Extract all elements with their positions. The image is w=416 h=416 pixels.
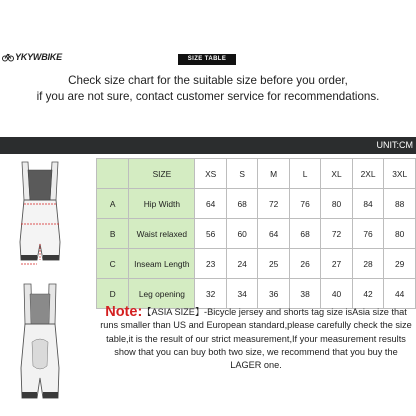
table-cell: 32 [195, 279, 227, 309]
brand-name: YKYWBIKE [15, 52, 62, 62]
size-header-cell: L [289, 159, 320, 189]
table-row [97, 249, 416, 279]
table-cell: 76 [289, 189, 320, 219]
row-letter-cell: A [97, 189, 129, 219]
table-cell: 88 [384, 189, 416, 219]
row-label-cell: Inseam Length [129, 249, 195, 279]
table-cell: 76 [352, 219, 384, 249]
table-cell: 25 [258, 249, 289, 279]
table-cell: 68 [226, 189, 257, 219]
unit-bar [0, 137, 416, 154]
size-header-cell: XS [195, 159, 227, 189]
table-cell: 44 [384, 279, 416, 309]
table-cell: 80 [384, 219, 416, 249]
table-header-row [97, 159, 416, 189]
size-header-cell: M [258, 159, 289, 189]
table-cell: 29 [384, 249, 416, 279]
table-cell: 64 [258, 219, 289, 249]
row-label-cell: Waist relaxed [129, 219, 195, 249]
table-cell: 68 [289, 219, 320, 249]
bib-shorts-measurement-illustration [12, 160, 68, 272]
table-cell: 38 [289, 279, 320, 309]
table-cell: 40 [321, 279, 352, 309]
note-box [96, 303, 416, 416]
row-label-cell: Hip Width [129, 189, 195, 219]
table-row [97, 219, 416, 249]
bib-shorts-product-illustration [12, 280, 68, 410]
headline-line-1: Check size chart for the suitable size before you order, [68, 74, 348, 87]
size-header-cell: 2XL [352, 159, 384, 189]
row-letter-cell: D [97, 279, 129, 309]
note-label: Note: [105, 304, 143, 320]
note-paragraph [96, 303, 416, 372]
unit-label: UNIT:CM [376, 140, 413, 150]
header-letter-cell [97, 159, 129, 189]
header-size-cell: SIZE [129, 159, 195, 189]
row-letter-cell: C [97, 249, 129, 279]
table-cell: 60 [226, 219, 257, 249]
row-letter-cell: B [97, 219, 129, 249]
table-cell: 28 [352, 249, 384, 279]
table-cell: 27 [321, 249, 352, 279]
table-cell: 56 [195, 219, 227, 249]
note-text: 【ASIA SIZE】-Bicycle jersey and shorts tag size isAsia size that runs smaller than US and European standard,please carefully check the size table,it is the result of our strict measurement,If your measurement results show that you can buy both two size, we recommend that you buy the LAGER one. [100, 307, 412, 371]
size-header-cell: S [226, 159, 257, 189]
table-cell: 42 [352, 279, 384, 309]
size-table-tag: SIZE TABLE [178, 54, 236, 65]
table-cell: 64 [195, 189, 227, 219]
table-cell: 84 [352, 189, 384, 219]
table-cell: 23 [195, 249, 227, 279]
size-header-cell: 3XL [384, 159, 416, 189]
table-cell: 80 [321, 189, 352, 219]
table-cell: 36 [258, 279, 289, 309]
headline-line-2: if you are not sure, contact customer service for recommendations. [36, 90, 380, 103]
table-cell: 72 [258, 189, 289, 219]
table-cell: 72 [321, 219, 352, 249]
row-label-cell: Leg opening [129, 279, 195, 309]
brand-logo [2, 49, 62, 65]
size-table [96, 158, 416, 309]
table-cell: 26 [289, 249, 320, 279]
size-header-cell: XL [321, 159, 352, 189]
bicycle-logo-icon [2, 51, 14, 63]
table-cell: 24 [226, 249, 257, 279]
table-row [97, 189, 416, 219]
table-cell: 34 [226, 279, 257, 309]
